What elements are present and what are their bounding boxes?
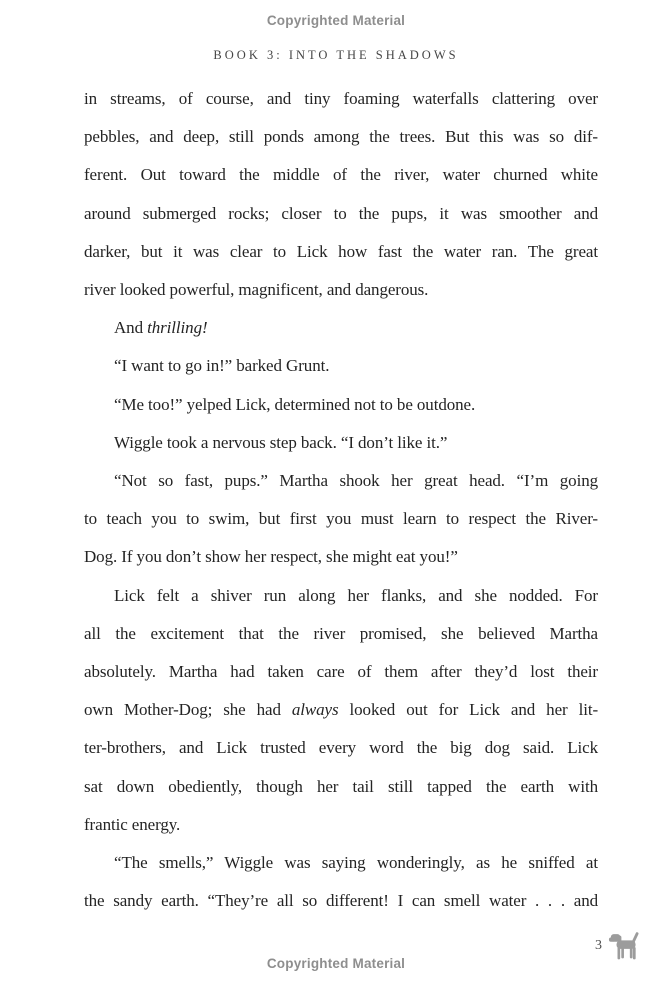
text-line — [84, 538, 598, 576]
text-line — [84, 729, 598, 767]
text-run: darker, but it was clear to Lick how fast the water ran. The great — [84, 241, 598, 261]
text-run: the sandy earth. “They’re all so different! I can smell water . . . and — [84, 891, 598, 911]
text-run: own Mother-Dog; she had — [84, 700, 292, 720]
text-run: looked out for Lick and her lit- — [338, 700, 599, 720]
text-run: “I want to go in!” barked Grunt. — [114, 356, 330, 376]
text-run: And — [114, 318, 148, 338]
text-line — [84, 195, 598, 233]
text-line — [84, 386, 598, 424]
text-line — [84, 347, 598, 385]
text-line — [84, 806, 598, 844]
text-run: “The smells,” Wiggle was saying wonderingly, as he sniffed at — [114, 853, 598, 873]
running-head: BOOK 3: INTO THE SHADOWS — [213, 48, 459, 62]
text-line — [84, 653, 598, 691]
text-line — [84, 309, 598, 347]
text-run: to teach you to swim, but first you must learn to respect the River- — [84, 509, 598, 529]
page-number: 3 — [595, 938, 602, 953]
text-line — [84, 271, 598, 309]
emphasized-text: thrilling! — [147, 318, 208, 338]
text-run: around submerged rocks; closer to the pups, it was smoother and — [84, 203, 598, 223]
text-line — [84, 691, 598, 729]
text-line — [84, 80, 598, 118]
text-line — [84, 462, 598, 500]
text-run: “Not so fast, pups.” Martha shook her great head. “I’m going — [114, 471, 598, 491]
text-line — [84, 156, 598, 194]
text-line — [84, 577, 598, 615]
text-line — [84, 882, 598, 920]
text-run: ferent. Out toward the middle of the river, water churned white — [84, 165, 598, 185]
text-line — [84, 615, 598, 653]
text-run: “Me too!” yelped Lick, determined not to be outdone. — [114, 394, 476, 414]
text-run: frantic energy. — [84, 814, 181, 834]
text-line — [84, 500, 598, 538]
text-line — [84, 233, 598, 271]
text-run: pebbles, and deep, still ponds among the trees. But this was so dif- — [84, 127, 598, 147]
header-copyright-notice: Copyrighted Material — [266, 13, 406, 28]
text-run: all the excitement that the river promised, she believed Martha — [84, 623, 598, 643]
emphasized-text: always — [291, 700, 339, 720]
footer-copyright-notice: Copyrighted Material — [266, 956, 406, 971]
text-run: sat down obediently, though her tail still tapped the earth with — [84, 776, 598, 796]
text-line — [84, 844, 598, 882]
text-run: river looked powerful, magnificent, and dangerous. — [84, 280, 429, 300]
text-run: Dog. If you don’t show her respect, she might eat you!” — [84, 547, 458, 567]
text-run: ter-brothers, and Lick trusted every word the big dog said. Lick — [84, 738, 598, 758]
text-run: Wiggle took a nervous step back. “I don’t like it.” — [114, 432, 448, 452]
text-line — [84, 118, 598, 156]
text-line — [84, 768, 598, 806]
text-line — [84, 424, 598, 462]
body-text — [84, 80, 598, 920]
text-run: absolutely. Martha had taken care of them after they’d lost their — [84, 662, 598, 682]
text-run: Lick felt a shiver run along her flanks, and she nodded. For — [114, 585, 598, 605]
text-run: in streams, of course, and tiny foaming waterfalls clattering over — [84, 89, 598, 108]
